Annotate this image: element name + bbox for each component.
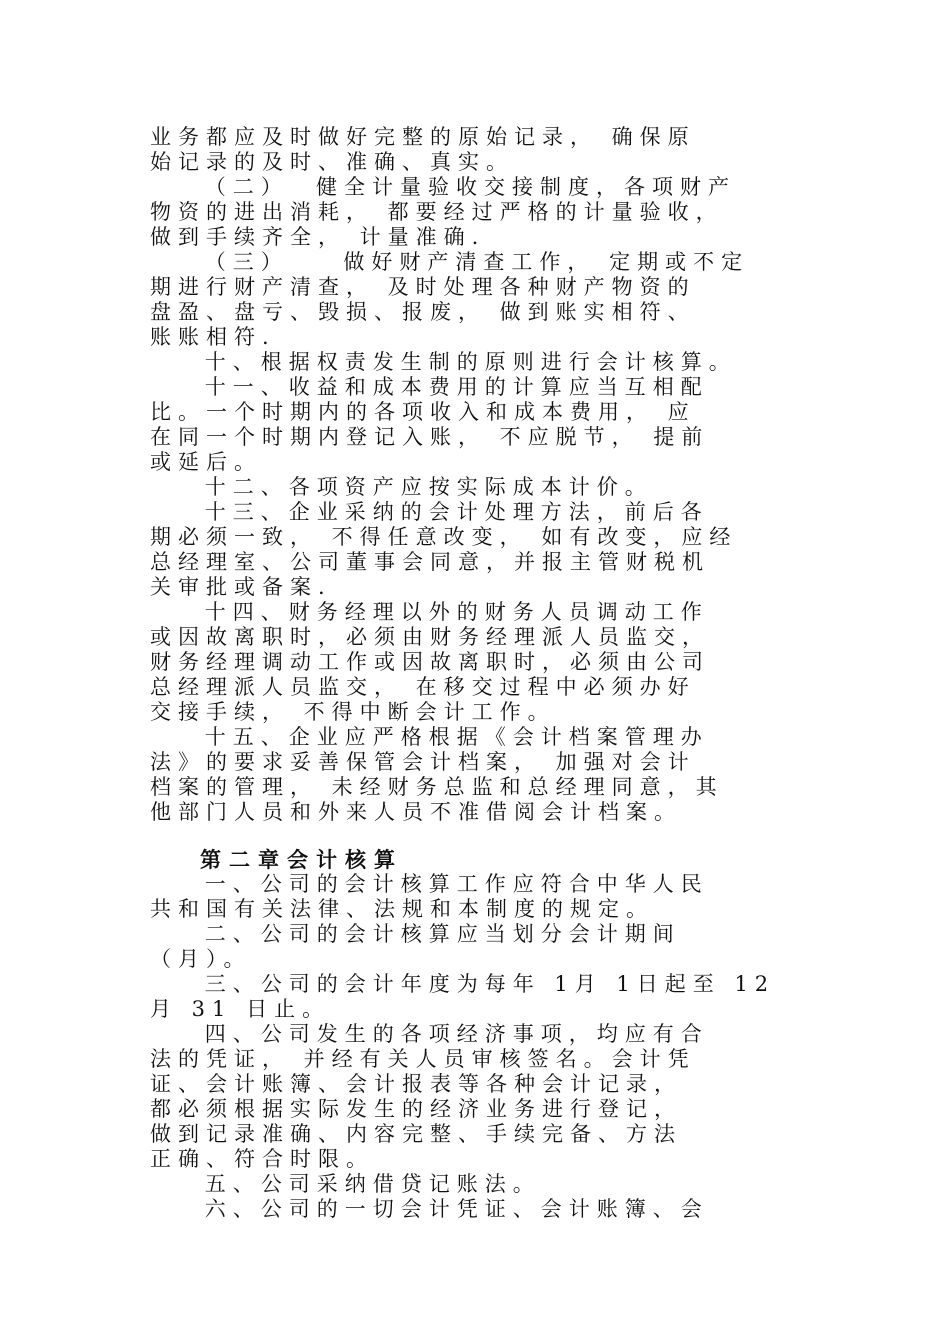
text-line: 四、公司发生的各项经济事项，均应有合: [150, 1022, 709, 1046]
text-line: 财务经理调动工作或因故离职时，必须由公司: [150, 650, 710, 674]
text-line: 法的凭证， 并经有关人员审核签名。会计凭: [150, 1047, 696, 1071]
text-line: 三、公司的会计年度为每年 1月 1日起至 12: [150, 972, 776, 996]
text-line: 期进行财产清查， 及时处理各种财产物资的: [150, 275, 696, 299]
text-line: 十四、财务经理以外的财务人员调动工作: [150, 600, 709, 624]
text-line: 期必须一致， 不得任意改变， 如有改变，应经: [150, 525, 738, 549]
text-line: 盘盈、盘亏、毁损、报废， 做到账实相符、: [150, 300, 696, 324]
text-line: 共和国有关法律、法规和本制度的规定。: [150, 897, 654, 921]
text-line: 五、公司采纳借贷记账法。: [150, 1172, 541, 1196]
text-line: 总经理室、公司董事会同意，并报主管财税机: [150, 550, 710, 574]
text-line: 法》的要求妥善保管会计档案， 加强对会计: [150, 750, 696, 774]
text-line: 十、根据权责发生制的原则进行会计核算。: [150, 350, 737, 374]
chapter-heading: 第二章会计核算: [200, 847, 403, 872]
text-line: 比。一个时期内的各项收入和成本费用， 应: [150, 400, 696, 424]
text-line: 业务都应及时做好完整的原始记录， 确保原: [150, 125, 696, 149]
text-line: 始记录的及时、准确、真实。: [150, 150, 514, 174]
text-line: 一、公司的会计核算工作应符合中华人民: [150, 872, 709, 896]
text-line: 月 31 日止。: [150, 997, 331, 1021]
text-line: 正确、符合时限。: [150, 1147, 374, 1171]
text-line: 证、会计账簿、会计报表等各种会计记录，: [150, 1072, 682, 1096]
text-line: 档案的管理， 未经财务总监和总经理同意，其: [150, 775, 724, 799]
text-line: 六、公司的一切会计凭证、会计账簿、会: [150, 1197, 709, 1221]
text-line: 十二、各项资产应按实际成本计价。: [150, 475, 653, 499]
text-line: 在同一个时期内登记入账， 不应脱节， 提前: [150, 425, 710, 449]
text-line: （月）。: [150, 947, 252, 971]
text-line: 二、公司的会计核算应当划分会计期间: [150, 922, 681, 946]
text-line: 或因故离职时，必须由财务经理派人员监交，: [150, 625, 710, 649]
text-line: 交接手续， 不得中断会计工作。: [150, 700, 556, 724]
text-line: 他部门人员和外来人员不准借阅会计档案。: [150, 800, 682, 824]
text-line: 关审批或备案.: [150, 575, 332, 599]
text-line: 物资的进出消耗， 都要经过严格的计量验收，: [150, 200, 724, 224]
text-line: 账账相符.: [150, 325, 276, 349]
text-line: （二） 健全计量验收交接制度，各项财产: [150, 175, 737, 199]
text-line: 十一、收益和成本费用的计算应当互相配: [150, 375, 709, 399]
text-line: 做到手续齐全， 计量准确.: [150, 225, 486, 249]
text-line: 总经理派人员监交， 在移交过程中必须办好: [150, 675, 696, 699]
text-line: 做到记录准确、内容完整、手续完备、方法: [150, 1122, 682, 1146]
text-line: 十三、企业采纳的会计处理方法，前后各: [150, 500, 709, 524]
text-line: 十五、企业应严格根据《会计档案管理办: [150, 725, 709, 749]
text-line: 或延后。: [150, 450, 262, 474]
text-line: 都必须根据实际发生的经济业务进行登记，: [150, 1097, 682, 1121]
text-line: （三） 做好财产清查工作， 定期或不定: [150, 250, 750, 274]
